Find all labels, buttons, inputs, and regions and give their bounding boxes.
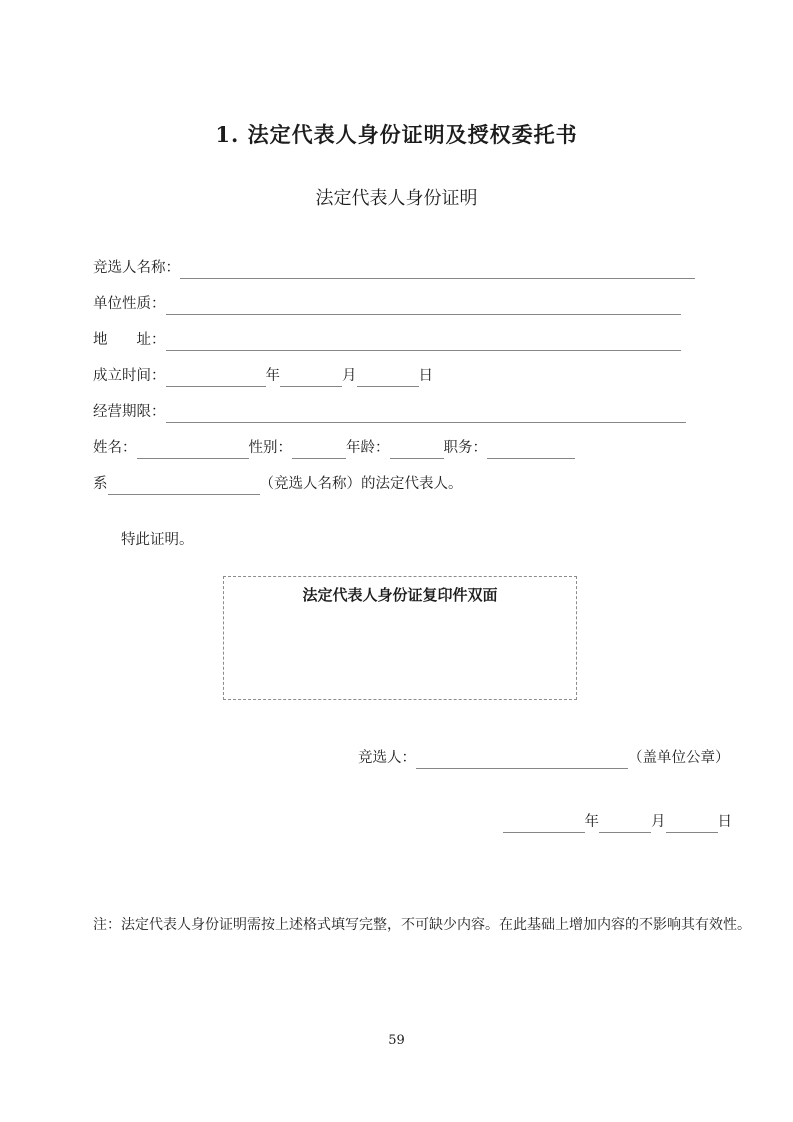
field-row-bidder-name: [93, 257, 695, 279]
person-name-blank-line[interactable]: [137, 440, 249, 459]
bidder-name-label: 竞选人名称：: [93, 260, 180, 276]
establish-year-blank-line[interactable]: [166, 368, 266, 387]
unit-nature-label: 单位性质：: [93, 296, 166, 312]
page-number: 59: [388, 1033, 405, 1048]
doc-subtitle: 法定代表人身份证明: [315, 188, 478, 209]
business-term-label: 经营期限：: [93, 404, 166, 420]
establish-month-blank-line[interactable]: [280, 368, 342, 387]
date-row: [503, 811, 733, 833]
establish-day-blank-line[interactable]: [357, 368, 419, 387]
address-label: 地 址：: [93, 332, 166, 348]
date-year-label: 年: [584, 814, 599, 830]
day-label: 日: [418, 368, 433, 384]
month-label: 月: [342, 368, 357, 384]
position-blank-line[interactable]: [487, 440, 575, 459]
year-label: 年: [265, 368, 280, 384]
field-row-address: [93, 329, 681, 351]
signature-blank-line[interactable]: [416, 750, 628, 769]
seal-note-label: （盖单位公章）: [628, 750, 730, 766]
business-term-blank-line[interactable]: [166, 404, 687, 423]
date-month-blank-line[interactable]: [599, 814, 651, 833]
certify-statement: 特此证明。: [121, 532, 194, 548]
relation-blank-line[interactable]: [108, 476, 260, 495]
field-row-business-term: [93, 401, 686, 423]
position-label: 职务：: [443, 440, 487, 456]
unit-nature-blank-line[interactable]: [166, 296, 682, 315]
date-day-label: 日: [717, 814, 732, 830]
field-row-unit-nature: [93, 293, 681, 315]
field-row-person-info: [93, 437, 575, 459]
address-blank-line[interactable]: [166, 332, 682, 351]
person-name-label: 姓名：: [93, 440, 137, 456]
relation-suffix-label: （竞选人名称）的法定代表人。: [259, 476, 463, 492]
field-row-establish-date: [93, 365, 433, 387]
age-blank-line[interactable]: [390, 440, 444, 459]
age-label: 年龄：: [346, 440, 390, 456]
signature-bidder-label: 竞选人：: [358, 750, 416, 766]
establish-date-label: 成立时间：: [93, 368, 166, 384]
field-row-legal-rep-statement: [93, 473, 463, 495]
footnote: 注：法定代表人身份证明需按上述格式填写完整，不可缺少内容。在此基础上增加内容的不影响其有效性。: [93, 917, 751, 933]
bidder-name-blank-line[interactable]: [180, 260, 695, 279]
signature-row: [358, 747, 730, 769]
id-copy-box: [223, 576, 577, 700]
date-day-blank-line[interactable]: [666, 814, 718, 833]
doc-title: 1. 法定代表人身份证明及授权委托书: [215, 122, 578, 147]
date-year-blank-line[interactable]: [503, 814, 585, 833]
date-month-label: 月: [651, 814, 666, 830]
relation-prefix-label: 系: [93, 476, 108, 492]
gender-blank-line[interactable]: [292, 440, 346, 459]
gender-label: 性别：: [248, 440, 292, 456]
id-copy-box-title: 法定代表人身份证复印件双面: [302, 586, 498, 604]
